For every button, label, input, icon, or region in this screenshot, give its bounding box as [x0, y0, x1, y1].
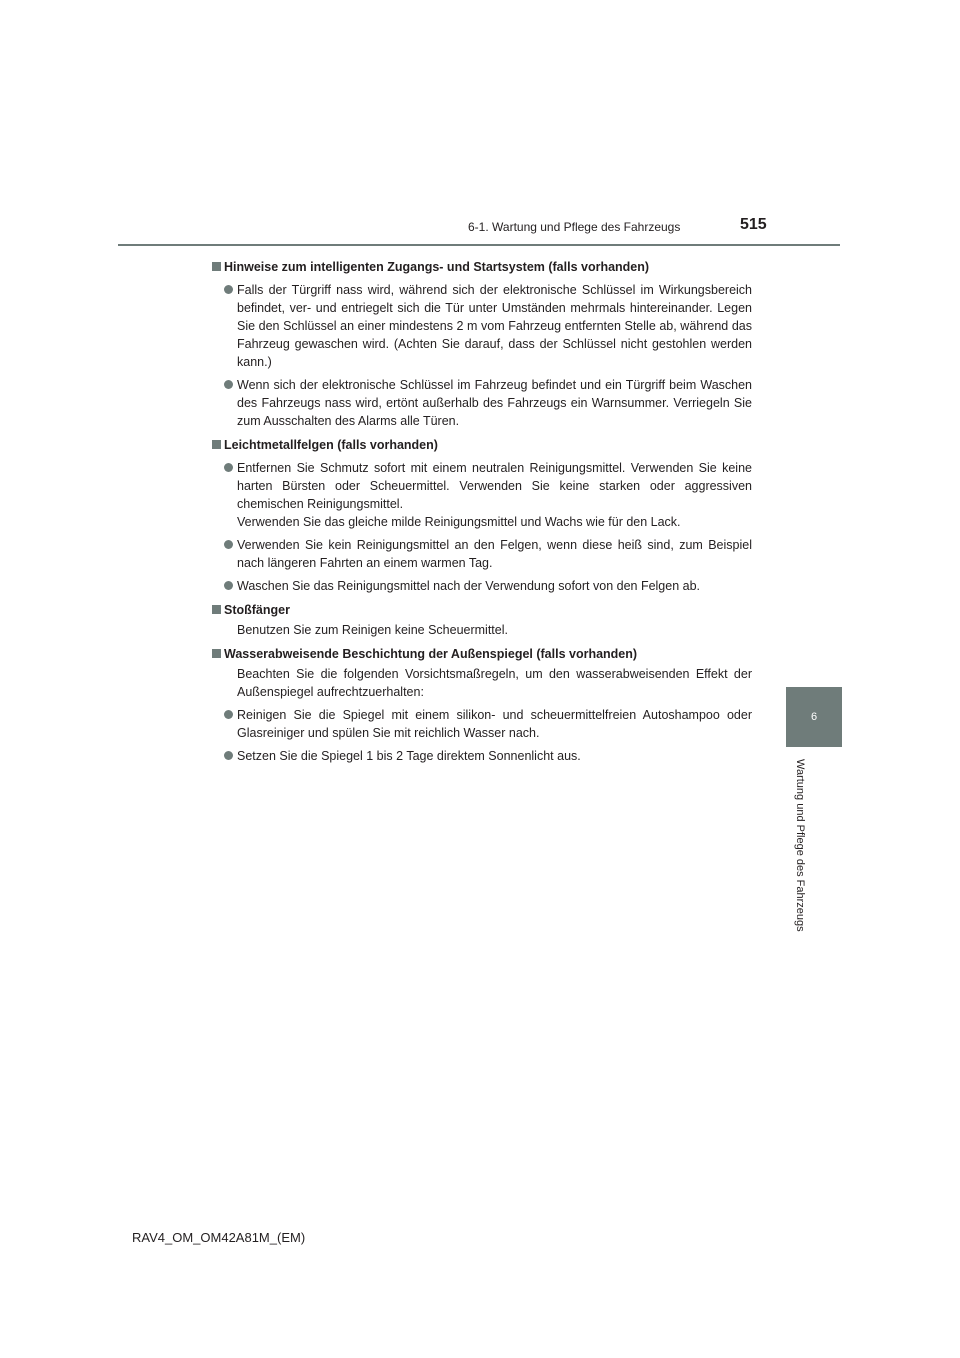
document-code: RAV4_OM_OM42A81M_(EM) — [132, 1230, 306, 1245]
square-bullet-icon — [212, 262, 221, 271]
paragraph: Benutzen Sie zum Reinigen keine Scheuermittel. — [237, 623, 508, 637]
list-item-text: Setzen Sie die Spiegel 1 bis 2 Tage direktem Sonnenlicht aus. — [237, 749, 581, 763]
main-content — [212, 252, 752, 765]
list-item — [212, 281, 752, 371]
header-divider — [118, 244, 840, 246]
section-title: 6-1. Wartung und Pflege des Fahrzeugs — [468, 220, 681, 234]
page-number: 515 — [740, 216, 767, 233]
list-item-text: Falls der Türgriff nass wird, während sich der elektronische Schlüssel im Wirkungsbereich befindet, ver- und entriegelt sich die Tür unter Umständen mehrmals hintereinander. Legen Sie den Schlüssel an einer mindestens 2 m vom Fahrzeug entfernten Stelle ab, während das Fahrzeug gewaschen wird. (Achten Sie darauf, dass der Schlüssel nicht gestohlen werden kann.) — [237, 283, 752, 369]
heading-text: Stoßfänger — [224, 603, 290, 617]
circle-bullet-icon — [224, 540, 233, 549]
circle-bullet-icon — [224, 710, 233, 719]
list-item-text: Wenn sich der elektronische Schlüssel im Fahrzeug befindet und ein Türgriff beim Waschen des Fahrzeugs nass wird, ertönt außerhalb des Fahrzeugs ein Warnsummer. Verriegeln Sie zum Ausschalten des Alarms alle Türen. — [237, 378, 752, 428]
list-item-text: Entfernen Sie Schmutz sofort mit einem neutralen Reinigungsmittel. Verwenden Sie keine harten Bürsten oder Scheuermittel. Verwenden Sie keine starken oder aggressiven chemischen Reinigungsmittel. — [237, 461, 752, 511]
section-heading — [212, 601, 752, 619]
section-heading — [212, 645, 752, 663]
list-item — [212, 536, 752, 572]
chapter-title: Wartung und Pflege des Fahrzeugs — [794, 759, 806, 932]
square-bullet-icon — [212, 605, 221, 614]
list-item — [212, 577, 752, 595]
list-item — [212, 747, 752, 765]
paragraph: Beachten Sie die folgenden Vorsichtsmaßregeln, um den wasserabweisenden Effekt der Außenspiegel aufrechtzuerhalten: — [237, 667, 752, 699]
list-item-text: Waschen Sie das Reinigungsmittel nach der Verwendung sofort von den Felgen ab. — [237, 579, 701, 593]
circle-bullet-icon — [224, 581, 233, 590]
circle-bullet-icon — [224, 380, 233, 389]
heading-text: Wasserabweisende Beschichtung der Außenspiegel (falls vorhanden) — [224, 647, 638, 661]
chapter-tab — [786, 687, 842, 747]
list-item-text: Verwenden Sie kein Reinigungsmittel an den Felgen, wenn diese heiß sind, zum Beispiel nach längeren Fahrten an einem warmen Tag. — [237, 538, 752, 570]
list-item — [212, 376, 752, 430]
list-item-extra-text: Verwenden Sie das gleiche milde Reinigungsmittel und Wachs wie für den Lack. — [237, 515, 681, 529]
list-item — [212, 706, 752, 742]
circle-bullet-icon — [224, 463, 233, 472]
list-item-text: Reinigen Sie die Spiegel mit einem silikon- und scheuermittelfreien Autoshampoo oder Glasreiniger und spülen Sie mit reichlich Wasser nach. — [237, 708, 752, 740]
circle-bullet-icon — [224, 751, 233, 760]
circle-bullet-icon — [224, 285, 233, 294]
heading-text: Leichtmetallfelgen (falls vorhanden) — [224, 438, 438, 452]
section-heading — [212, 258, 752, 276]
list-item — [212, 459, 752, 531]
chapter-number: 6 — [810, 711, 818, 723]
square-bullet-icon — [212, 649, 221, 658]
square-bullet-icon — [212, 440, 221, 449]
section-heading — [212, 436, 752, 454]
heading-text: Hinweise zum intelligenten Zugangs- und Startsystem (falls vorhanden) — [224, 260, 650, 274]
